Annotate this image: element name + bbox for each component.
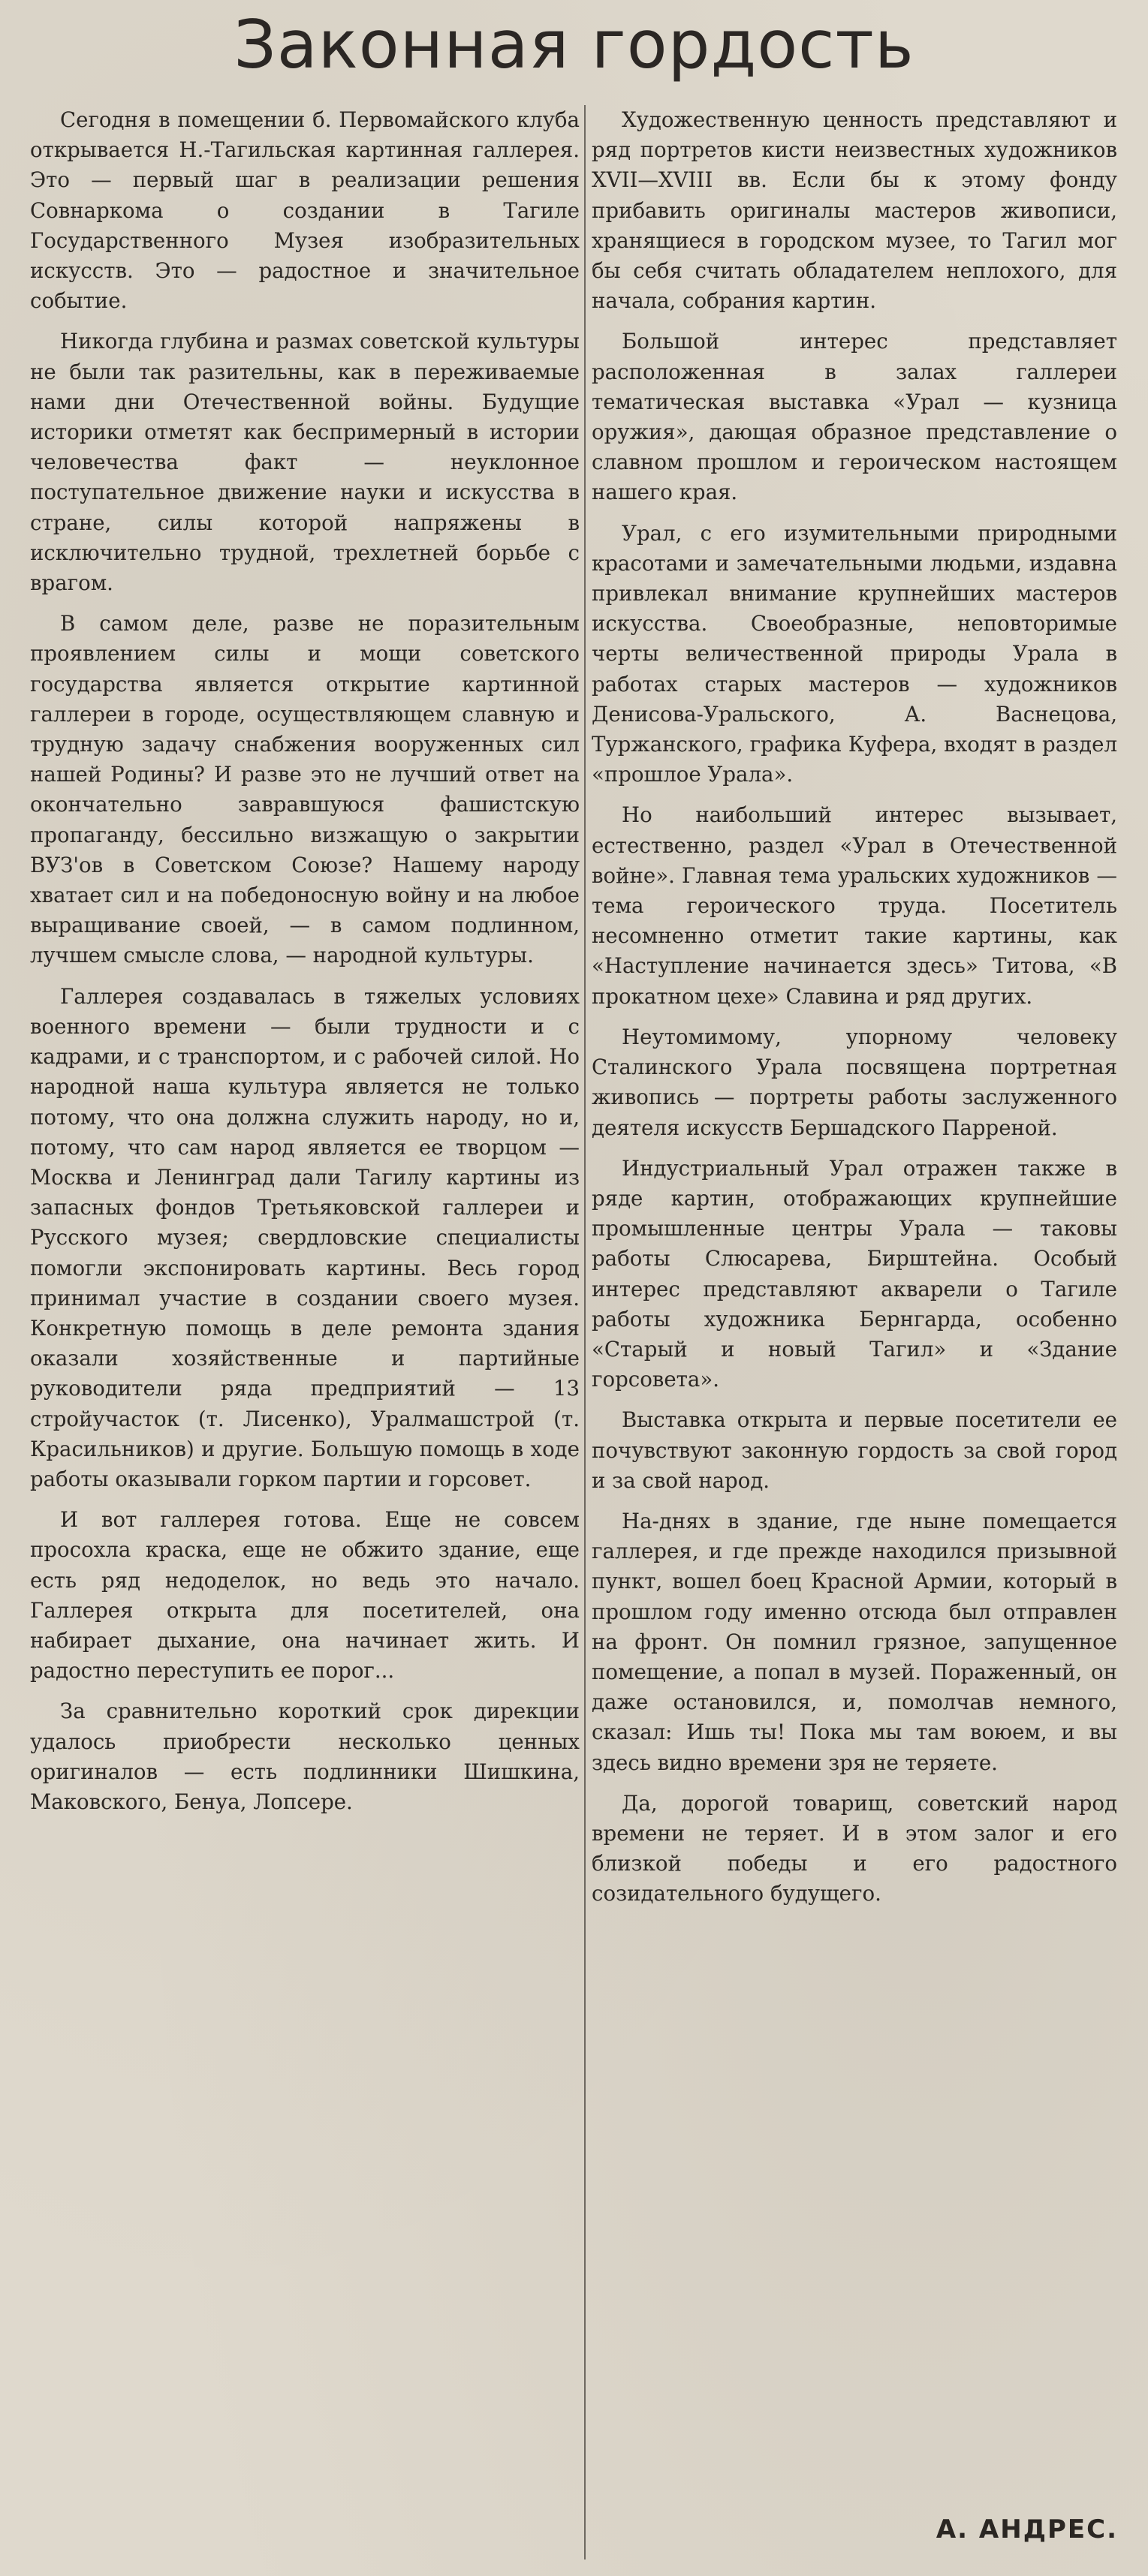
paragraph: Сегодня в помещении б. Первомайского клуба открывается Н.-Тагильская картинная галлерея. Это — первый шаг в реализации решения Совнаркома о создании в Тагиле Государственного Музея изобразительных искусств. Это — радостное и значительное событие.	[30, 107, 580, 314]
paragraph: Большой интерес представляет расположенная в залах галлереи тематическая выставка «Урал — кузница оружия», дающая образное представление о славном прошлом и героическом настоящем нашего края.	[592, 329, 1117, 505]
column-divider	[584, 105, 586, 2559]
paragraph: Урал, с его изумительными природными красотами и замечательными людьми, издавна привлекал внимание крупнейших мастеров искусства. Своеобразные, неповторимые черты величественной природы Урала в работах старых мастеров — художников Денисова-Уральского, А. Васнецова, Туржанского, графика Куфера, входят в раздел «прошлое Урала».	[592, 520, 1117, 787]
paragraph: Галлерея создавалась в тяжелых условиях военного времени — были трудности и с кадрами, и с транспортом, и с рабочей силой. Но народной наша культура является не только потому, что она должна служить народу, но и, потому, что сам народ является ее творцом — Москва и Ленинград дали Тагилу картины из запасных фондов Третьяковской галлереи и Русского музея; свердловские специалисты помогли экспонировать картины. Весь город принимал участие в создании своего музея. Конкретную помощь в деле ремонта здания оказали хозяйственные и партийные руководители ряда предприятий — 13 стройучасток (т. Лисенко), Уралмашстрой (т. Красильников) и другие. Большую помощь в ходе работы оказывали горком партии и горсовет.	[30, 983, 580, 1491]
paragraph: В самом деле, разве не поразительным проявлением силы и мощи советского государства является открытие картинной галлереи в городе, осуществляющем славную и трудную задачу снабжения вооруженных сил нашей Родины? И разве это не лучший ответ на окончательно завравшуюся фашистскую пропаганду, бессильно визжащую о закрытии ВУЗ'ов в Советском Союзе? Нашему народу хватает сил и на победоносную войну и на любое выращивание своей, — в самом подлинном, лучшем смысле слова, — народной культуры.	[30, 611, 580, 968]
right-column	[592, 105, 1117, 2552]
paragraph: Выставка открыта и первые посетители ее почувствуют законную гордость за свой город и за свой народ.	[592, 1407, 1117, 1493]
paragraph: Никогда глубина и размах советской культуры не были так разительны, как в переживаемые нами дни Отечественной войны. Будущие историки отметят как беспримерный в истории человечества факт — неуклонное поступательное движение науки и искусства в стране, силы которой напряжены в исключительно трудной, трехлетней борьбе с врагом.	[30, 329, 580, 596]
author-signature: А. АНДРЕС.	[936, 2514, 1118, 2544]
paragraph: Но наибольший интерес вызывает, естественно, раздел «Урал в Отечественной войне». Главная тема уральских художников — тема героического труда. Посетитель несомненно отметит такие картины, как «Наступление начинается здесь» Титова, «В прокатном цехе» Славина и ряд других.	[592, 802, 1117, 1009]
paragraph: Индустриальный Урал отражен также в ряде картин, отображающих крупнейшие промышленные центры Урала — таковы работы Слюсарева, Бирштейна. Особый интерес представляют акварели о Тагиле работы художника Бернгарда, особенно «Старый и новый Тагил» и «Здание горсовета».	[592, 1155, 1117, 1392]
paragraph: Художественную ценность представляют и ряд портретов кисти неизвестных художников XVII—XVIII вв. Если бы к этому фонду прибавить оригиналы мастеров живописи, хранящиеся в городском музее, то Тагил мог бы себя считать обладателем неплохого, для начала, собрания картин.	[592, 107, 1117, 314]
paragraph: На-днях в здание, где ныне помещается галлерея, и где прежде находился призывной пункт, вошел боец Красной Армии, который в прошлом году именно отсюда был отправлен на фронт. Он помнил грязное, запущенное помещение, а попал в музей. Пораженный, он даже остановился, и, помолчав немного, сказал: Ишь ты! Пока мы там воюем, и вы здесь видно времени зря не теряете.	[592, 1508, 1117, 1775]
paragraph: Да, дорогой товарищ, советский народ времени не теряет. И в этом залог и его близкой победы и его радостного созидательного будущего.	[592, 1790, 1117, 1906]
article-title: Законная гордость	[234, 6, 914, 83]
left-column	[30, 105, 580, 2552]
paragraph: И вот галлерея готова. Еще не совсем просохла краска, еще не обжито здание, еще есть ряд недоделок, но ведь это начало. Галлерея открыта для посетителей, она набирает дыхание, она начинает жить. И радостно переступить ее порог...	[30, 1507, 580, 1684]
paragraph: Неутомимому, упорному человеку Сталинского Урала посвящена портретная живопись — портреты работы заслуженного деятеля искусств Бершадского Парреной.	[592, 1024, 1117, 1140]
paragraph: За сравнительно короткий срок дирекции удалось приобрести несколько ценных оригиналов — есть подлинники Шишкина, Маковского, Бенуа, Лопсере.	[30, 1699, 580, 1814]
